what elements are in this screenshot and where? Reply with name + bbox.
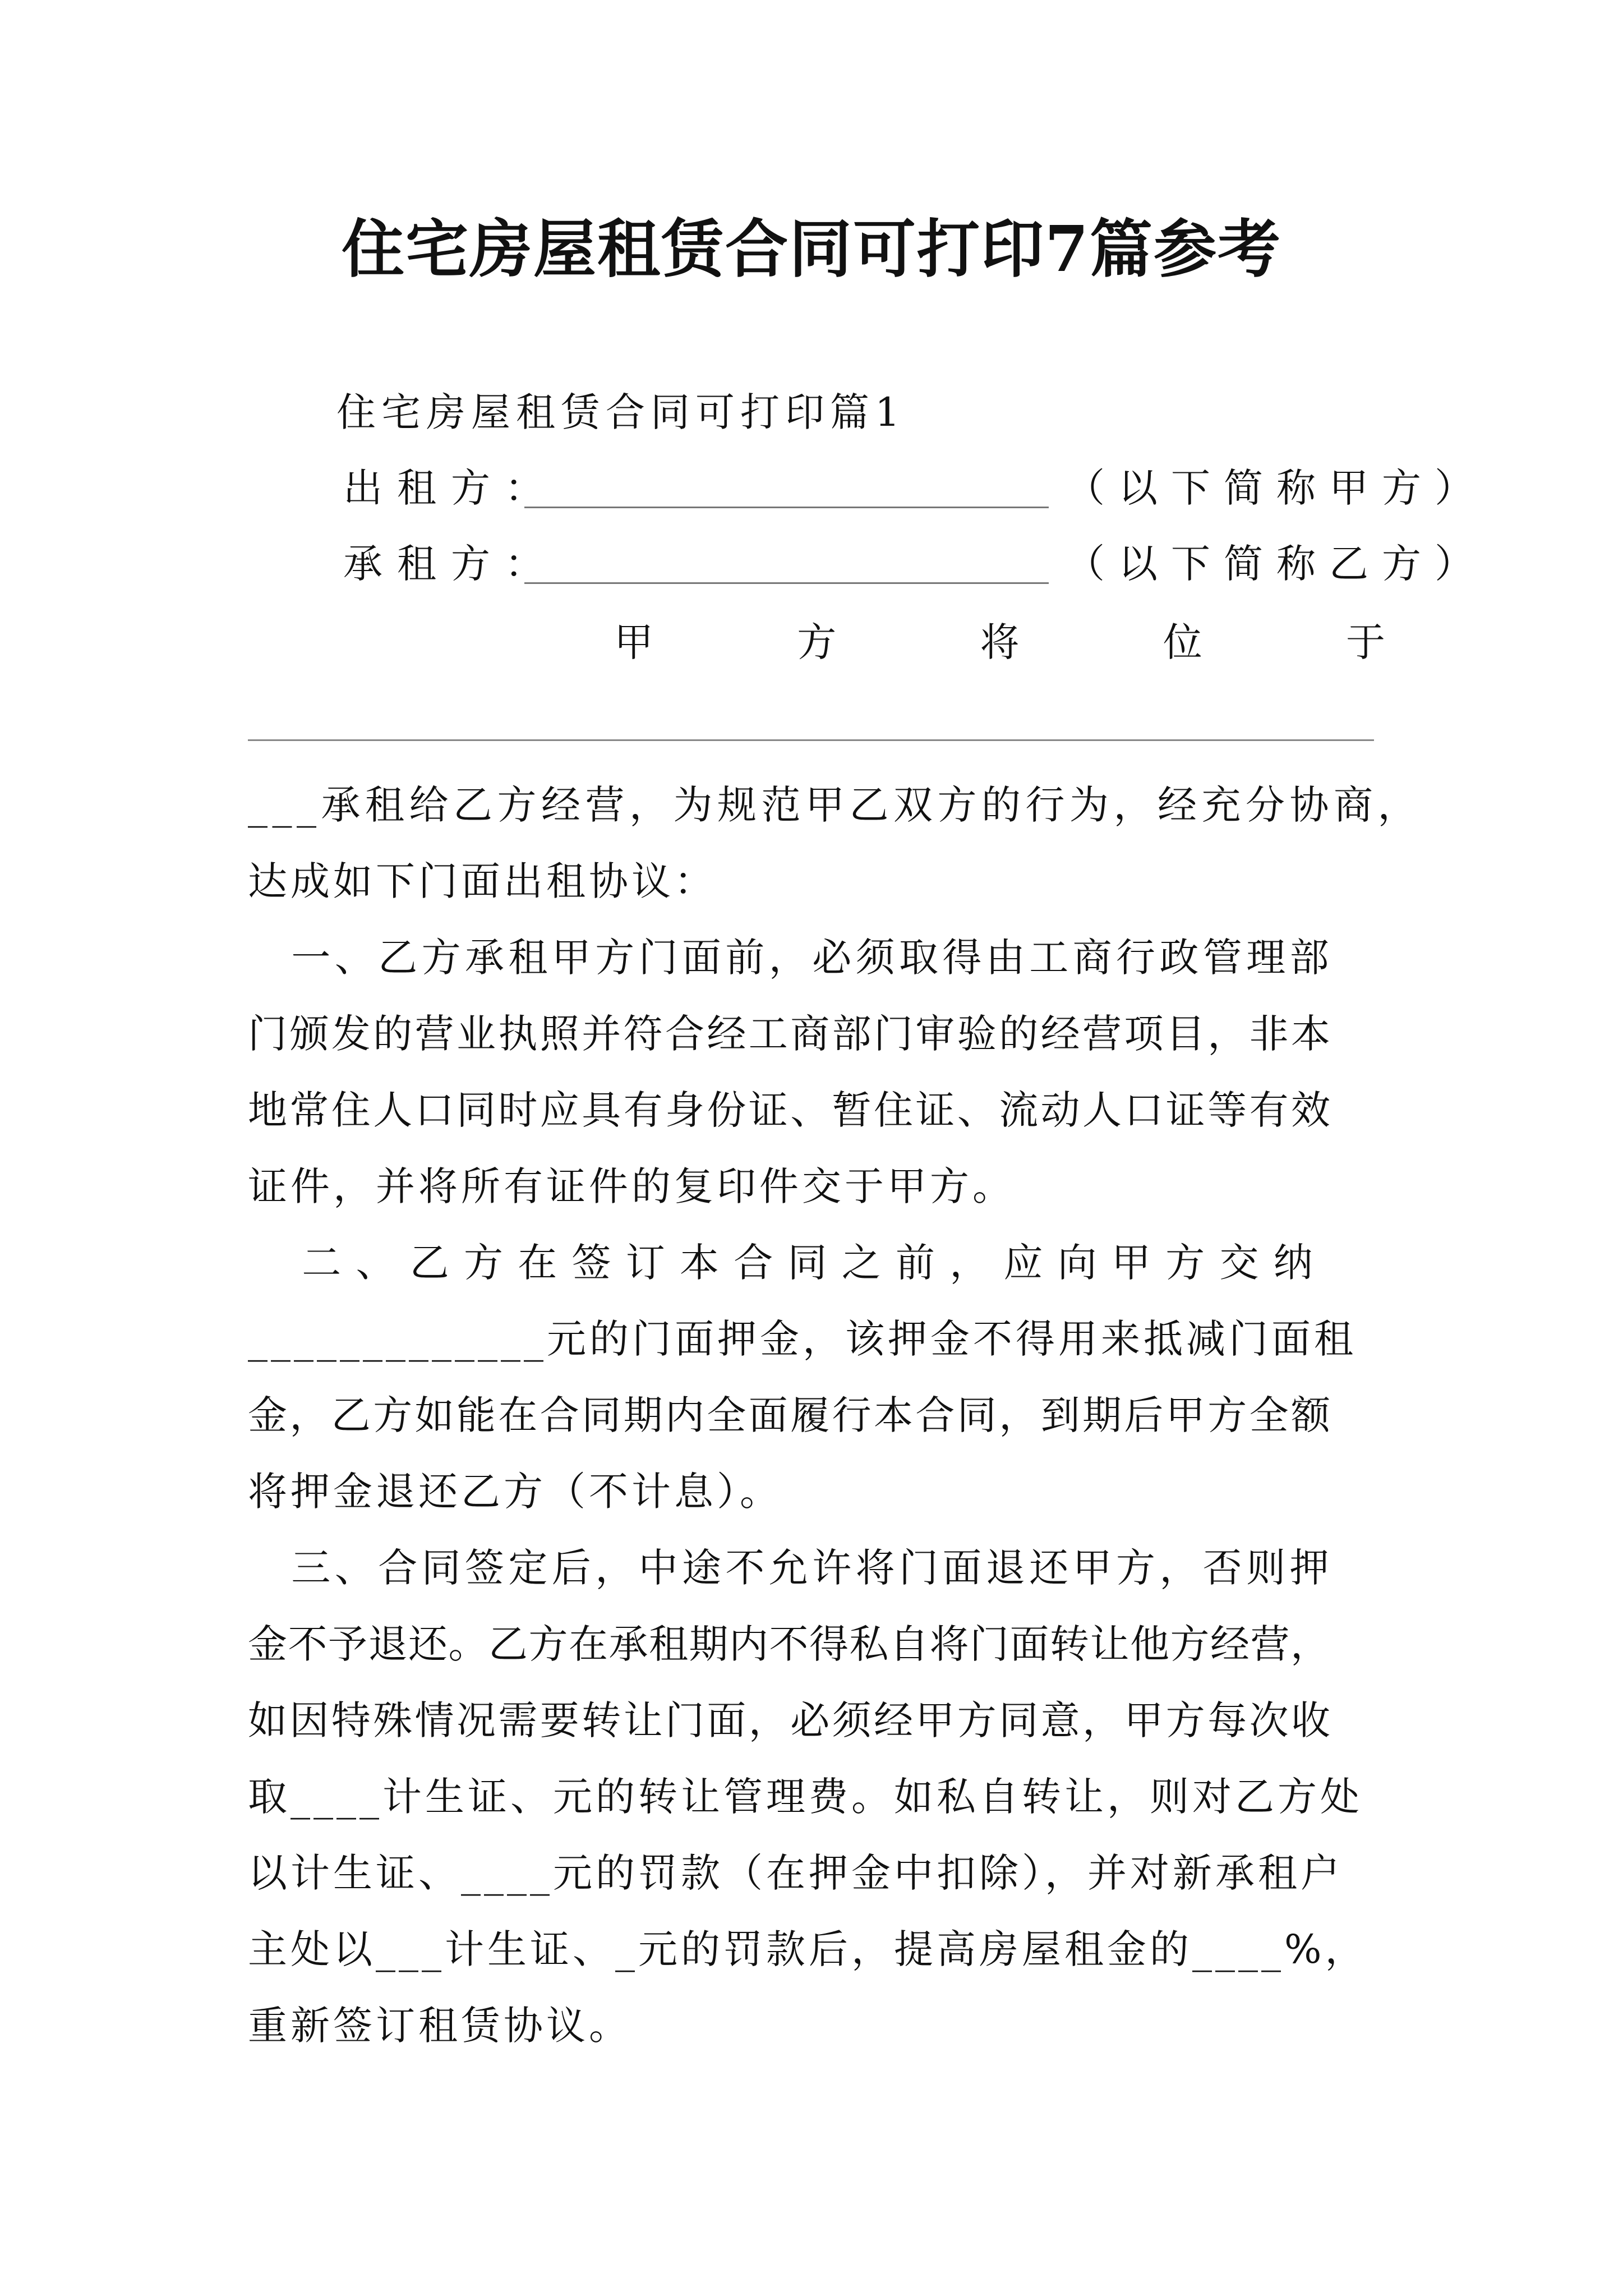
body-line <box>248 1850 1380 1896</box>
body-line <box>248 1926 1380 1972</box>
line-text: 三、合同签定后，中途不允许将门面退还甲方，否则押 <box>248 1545 1333 1591</box>
body-line <box>248 2003 1380 2049</box>
body-line <box>248 858 1380 904</box>
line-text: 达成如下门面出租协议： <box>248 858 717 904</box>
body-line <box>248 1316 1380 1362</box>
line-text: 将押金退还乙方（不计息）。 <box>248 1469 782 1515</box>
line-text: 承租给乙方经营，为规范甲乙双方的行为，经充分协商， <box>321 782 1422 828</box>
body-line <box>248 782 1422 828</box>
body-line <box>248 1774 1380 1820</box>
fill-blank: ___ <box>376 1926 445 1972</box>
spread-text-line <box>614 619 1385 665</box>
body-line <box>248 1011 1380 1057</box>
line-text: 计生证、元的转让管理费。如私自转让，则对乙方处 <box>382 1774 1363 1820</box>
spread-char: 方 <box>797 619 837 665</box>
section-heading: 住宅房屋租赁合同可打印篇1 <box>336 389 906 435</box>
body-line <box>248 1163 1380 1209</box>
location-blank <box>248 739 1374 741</box>
lessee-note: （以下简称乙方） <box>1066 541 1487 587</box>
spread-char: 于 <box>1346 619 1385 665</box>
lessor-label: 出租方： <box>343 465 559 511</box>
line-text: 一、乙方承租甲方门面前，必须取得由工商行政管理部 <box>248 935 1333 981</box>
line-text: 二 、 乙 方 在 签 订 本 合 同 之 前 ， 应 向 甲 方 交 纳 <box>248 1240 1314 1286</box>
fill-blank: _____________ <box>248 1316 547 1362</box>
spread-char: 甲 <box>614 619 653 665</box>
body-line <box>248 1392 1380 1438</box>
spread-char: 将 <box>980 619 1020 665</box>
line-text: 地常住人口同时应具有身份证、暂住证、流动人口证等有效 <box>248 1087 1333 1133</box>
lessee-blank <box>524 582 1049 584</box>
fill-blank: ___ <box>248 782 321 828</box>
line-text: 计生证、_元的罚款后，提高房屋租金的____%， <box>445 1926 1368 1972</box>
line-text: 以计生证、 <box>248 1850 461 1896</box>
body-line <box>248 1697 1380 1743</box>
line-text: 重新签订租赁协议。 <box>248 2003 631 2049</box>
fill-blank: ____ <box>291 1774 382 1820</box>
line-text: 元的门面押金，该押金不得用来抵减门面租 <box>547 1316 1357 1362</box>
body-line <box>248 1621 1380 1667</box>
line-text: 证件，并将所有证件的复印件交于甲方。 <box>248 1163 1015 1209</box>
line-text: 取 <box>248 1774 291 1820</box>
body-line <box>248 1240 1380 1286</box>
line-text: 主处以 <box>248 1926 376 1972</box>
line-text: 金，乙方如能在合同期内全面履行本合同，到期后甲方全额 <box>248 1392 1333 1438</box>
line-text: 金不予退还。乙方在承租期内不得私自将门面转让他方经营， <box>248 1621 1331 1667</box>
body-line <box>248 935 1380 981</box>
spread-char: 位 <box>1163 619 1202 665</box>
body-line <box>248 1545 1380 1591</box>
lessor-note: （以下简称甲方） <box>1066 465 1487 511</box>
lessee-label: 承租方： <box>343 541 559 587</box>
line-text: 元的罚款（在押金中扣除），并对新承租户 <box>553 1850 1343 1896</box>
lessor-blank <box>524 507 1049 508</box>
line-text: 如因特殊情况需要转让门面，必须经甲方同意，甲方每次收 <box>248 1697 1333 1743</box>
document-title: 住宅房屋租赁合同可打印7篇参考 <box>342 213 1281 286</box>
body-line <box>248 1087 1380 1133</box>
fill-blank: ____ <box>461 1850 553 1896</box>
line-text: 门颁发的营业执照并符合经工商部门审验的经营项目，非本 <box>248 1011 1333 1057</box>
body-line <box>248 1469 1380 1515</box>
